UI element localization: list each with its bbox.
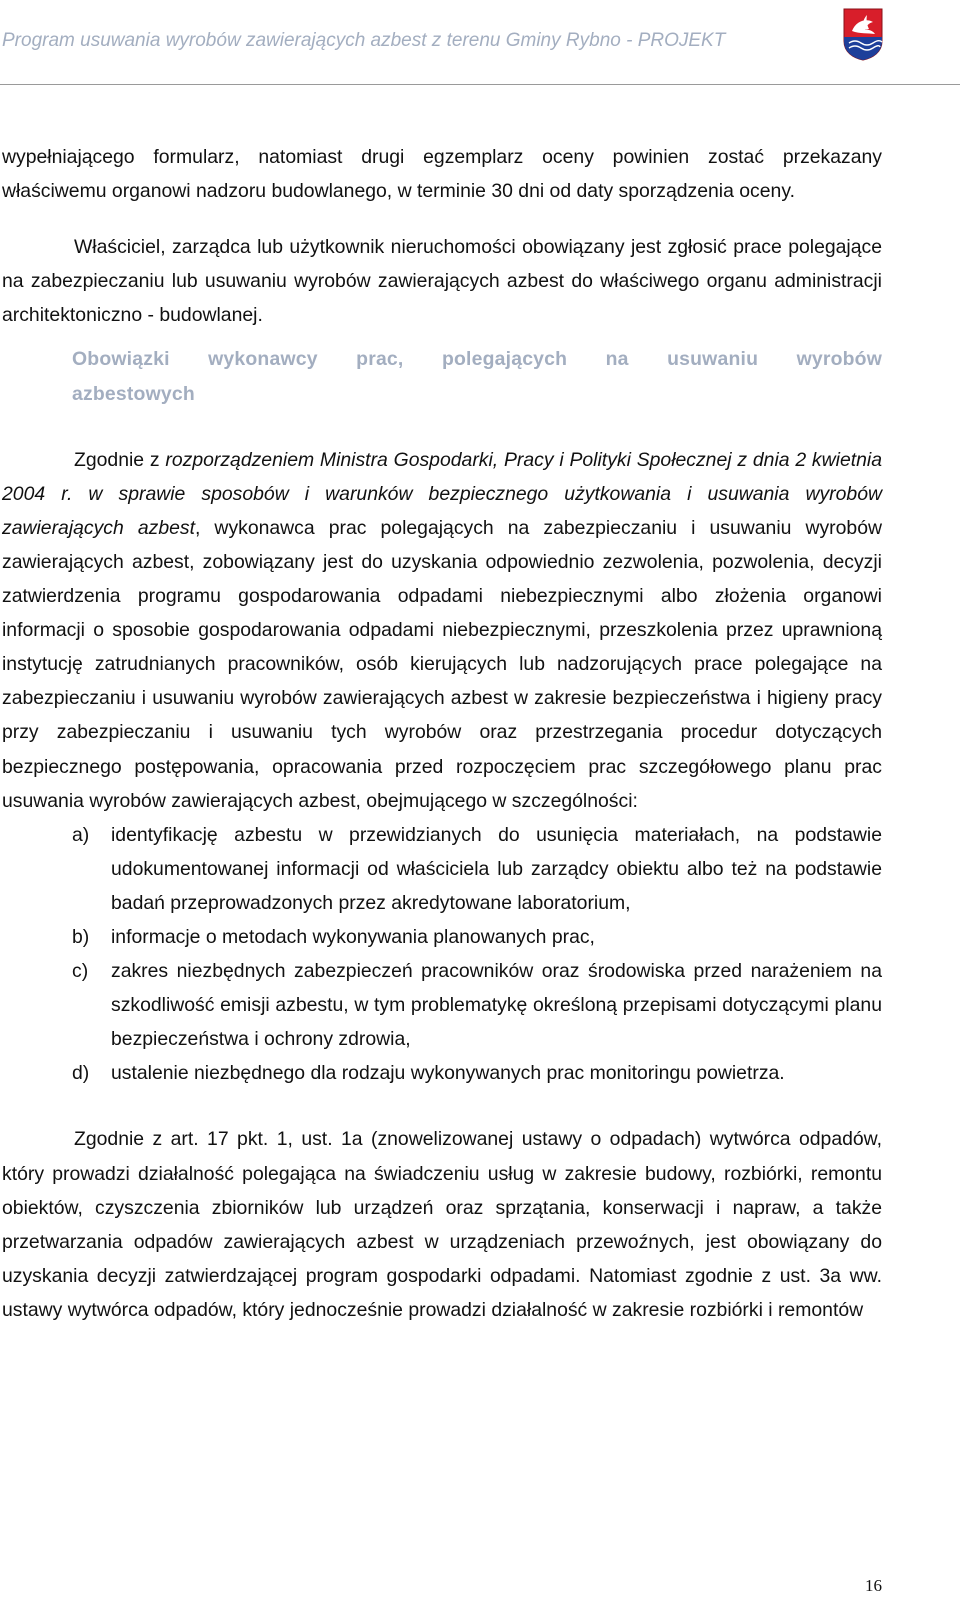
header-divider [0,84,960,85]
list-marker: d) [72,1062,90,1085]
paragraph-continuation: wypełniającego formularz, natomiast drugi egzemplarz oceny powinien zostać przekazany właściwemu organowi nadzoru budowlanego, w terminie 30 dni od daty sporządzenia oceny. [2,146,882,203]
list-marker: b) [72,925,90,948]
section-heading: Obowiązki wykonawcy prac, polegających na usuwaniu wyrobów azbestowych [72,348,882,405]
page-header [0,0,960,88]
list-marker: c) [72,960,89,983]
list-item [2,818,882,920]
paragraph-intro: Zgodnie z [74,448,166,471]
page-number: 16 [865,1576,882,1595]
paragraph-waste-act: Zgodnie z art. 17 pkt. 1, ust. 1a (znowelizowanej ustawy o odpadach) wytwórca odpadów, który prowadzi działalność polegająca na świadczeniu usług w zakresie budowy, rozbiórki, remontu obiektów, czyszczenia zbiorników lub urządzeń oraz sprzątania, konserwacji i napraw, a także przetwarzania odpadów zawierających azbest w urządzeniach przewoźnych, jest obowiązany do uzyskania decyzji zatwierdzającej program gospodarki odpadami. Natomiast zgodnie z ust. 3a ww. ustawy wytwórca odpadów, który jednocześnie prowadzi działalność w zakresie rozbiórki i remontów [2,1128,882,1321]
list-item-text: informacje o metodach wykonywania planowanych prac, [111,925,595,948]
list-item-text: identyfikację azbestu w przewidzianych do usunięcia materiałach, na podstawie udokumentowanej informacji od właściciela lub zarządcy obiektu albo też na podstawie badań przeprowadzonych przez akredytowane laboratorium, [111,823,882,914]
regulation-citation: rozporządzeniem Ministra Gospodarki, Pracy i Polityki Społecznej z dnia 2 kwietnia 2004 r. w sprawie sposobów i warunków bezpiecznego użytkowania i usuwania wyrobów zawierających azbest [2,448,882,539]
document-body [2,140,882,1327]
list-item-text: ustalenie niezbędnego dla rodzaju wykonywanych prac monitoringu powietrza. [111,1062,785,1085]
plan-requirements-list [2,818,882,1091]
list-item [2,954,882,1056]
paragraph-owner-obligation: Właściciel, zarządca lub użytkownik nieruchomości obowiązany jest zgłosić prace polegające na zabezpieczaniu lub usuwaniu wyrobów zawierających azbest do właściwego organu administracji architektoniczno - budowlanej. [2,236,882,327]
paragraph-body: , wykonawca prac polegających na zabezpieczaniu i usuwaniu wyrobów zawierających azbest, zobowiązany jest do uzyskania odpowiednio zezwolenia, pozwolenia, decyzji zatwierdzenia programu gospodarowania odpadami niebezpiecznymi albo złożenia organowi informacji o sposobie gospodarowania odpadami niebezpiecznymi, przeszkolenia przez uprawnioną instytucję zatrudnianych pracowników, osób kierujących lub nadzorujących prace polegające na zabezpieczaniu i usuwaniu wyrobów zawierających azbest w zakresie bezpieczeństwa i higieny pracy przy zabezpieczaniu i usuwaniu tych wyrobów oraz przestrzegania procedur dotyczących bezpiecznego postępowania, opracowania przed rozpoczęciem prac szczegółowego planu prac usuwania wyrobów zawierających azbest, obejmującego w szczególności: [2,516,882,812]
list-marker: a) [72,823,90,846]
paragraph-contractor-obligations [2,443,882,818]
list-item [2,1056,882,1090]
header-title: Program usuwania wyrobów zawierających azbest z terenu Gminy Rybno - PROJEKT [2,30,726,51]
list-item-text: zakres niezbędnych zabezpieczeń pracowników oraz środowiska przed narażeniem na szkodliwość emisji azbestu, w tym problematykę określoną przepisami dotyczącymi planu bezpieczeństwa i ochrony zdrowia, [111,960,882,1051]
list-item [2,920,882,954]
coat-of-arms-icon [842,7,884,61]
